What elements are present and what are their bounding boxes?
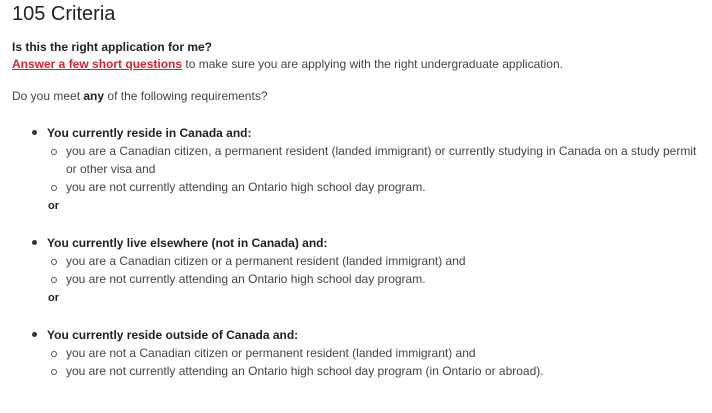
hollow-circle-bullet-icon xyxy=(51,259,57,265)
requirement-list xyxy=(49,344,704,380)
list-item xyxy=(49,252,704,270)
section-heading xyxy=(32,236,704,250)
intro-rest-text: to make sure you are applying with the right undergraduate application. xyxy=(182,57,563,71)
section-heading-text: You currently reside in Canada and: xyxy=(47,126,252,140)
list-item-text: you are a Canadian citizen or a permanent resident (landed immigrant) and xyxy=(66,254,466,268)
requirement-section-live-elsewhere xyxy=(32,236,704,305)
section-heading xyxy=(32,126,704,140)
hollow-circle-bullet-icon xyxy=(51,185,57,191)
requirement-section-reside-outside xyxy=(32,328,704,380)
filled-circle-bullet-icon xyxy=(32,130,37,135)
list-item xyxy=(49,270,704,288)
requirements-prompt xyxy=(12,89,704,103)
hollow-circle-bullet-icon xyxy=(51,277,57,283)
or-separator: or xyxy=(48,292,59,304)
requirement-list xyxy=(49,252,704,288)
filled-circle-bullet-icon xyxy=(32,240,37,245)
or-separator: or xyxy=(48,200,59,212)
list-item-text: you are a Canadian citizen, a permanent resident (landed immigrant) or currently studying in Canada on a study permit or other visa and xyxy=(66,144,697,176)
list-item-text: you are not currently attending an Ontario high school day program (in Ontario or abroad). xyxy=(66,364,544,378)
prompt-after: of the following requirements? xyxy=(104,89,268,103)
intro-text xyxy=(12,57,704,71)
section-heading xyxy=(32,328,704,342)
page-title: 105 Criteria xyxy=(12,3,116,25)
answer-questions-link[interactable]: Answer a few short questions xyxy=(12,57,183,71)
prompt-before: Do you meet xyxy=(12,89,84,103)
list-item xyxy=(49,142,704,178)
list-item-text: you are not currently attending an Ontario high school day program. xyxy=(66,180,426,194)
application-question: Is this the right application for me? xyxy=(12,40,213,54)
requirement-section-reside-canada xyxy=(32,126,704,213)
criteria-page xyxy=(12,0,704,380)
hollow-circle-bullet-icon xyxy=(51,149,57,155)
list-item xyxy=(49,344,704,362)
hollow-circle-bullet-icon xyxy=(51,351,57,357)
list-item xyxy=(49,178,704,196)
requirement-list xyxy=(49,142,704,196)
list-item xyxy=(49,362,704,380)
section-heading-text: You currently live elsewhere (not in Canada) and: xyxy=(47,236,328,250)
list-item-text: you are not currently attending an Ontario high school day program. xyxy=(66,272,426,286)
hollow-circle-bullet-icon xyxy=(51,369,57,375)
prompt-emphasis: any xyxy=(83,89,105,103)
list-item-text: you are not a Canadian citizen or permanent resident (landed immigrant) and xyxy=(66,346,476,360)
section-heading-text: You currently reside outside of Canada and: xyxy=(47,328,299,342)
filled-circle-bullet-icon xyxy=(32,332,37,337)
